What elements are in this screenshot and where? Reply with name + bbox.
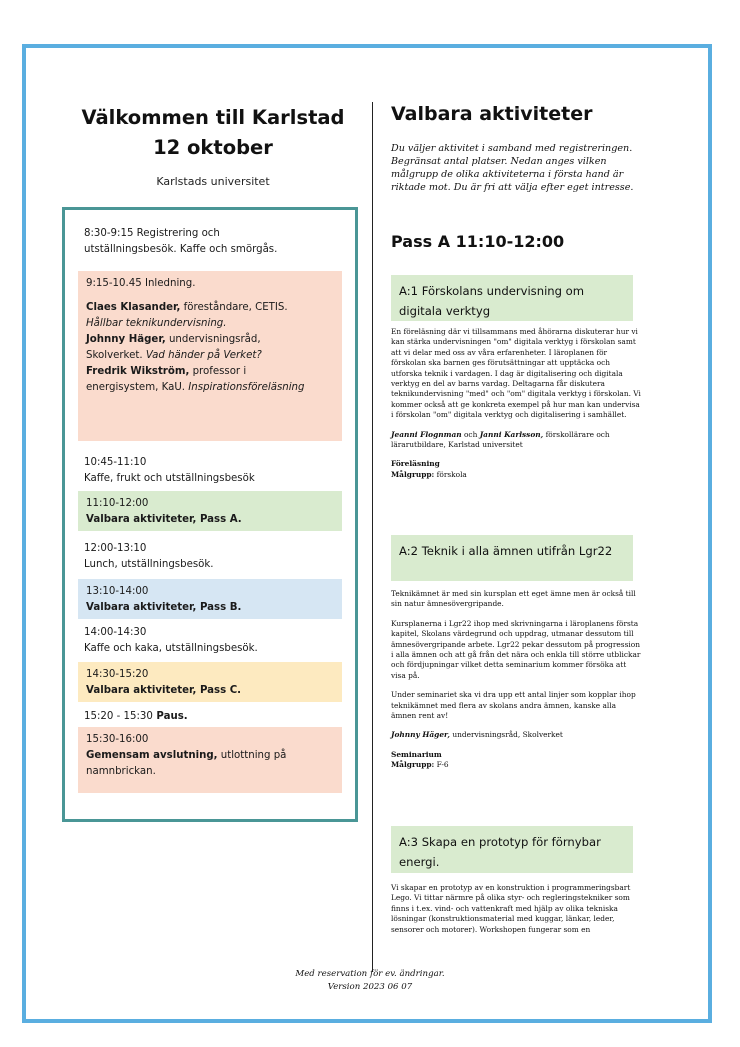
slot-time: 14:00-14:30 xyxy=(84,627,147,638)
column-divider xyxy=(372,102,373,972)
slot-time: 12:00-13:10 xyxy=(84,543,147,554)
talk-1: Hållbar teknikundervisning. xyxy=(86,318,227,329)
schedule-slot-pass-b xyxy=(78,579,342,619)
pass-a-heading: Pass A 11:10-12:00 xyxy=(391,232,565,251)
slot-time: 15:30-16:00 xyxy=(86,734,149,745)
activity-a1-meta: Föreläsning Målgrupp: förskola xyxy=(391,459,467,479)
activity-a2-content xyxy=(391,589,643,780)
title-line-2: 12 oktober xyxy=(153,136,273,159)
schedule-slot-lunch xyxy=(78,541,342,573)
speaker-3: Fredrik Wikström, professor i xyxy=(86,366,247,377)
activity-a3-body: Vi skapar en prototyp av en konstruktion i programmeringsbart Lego. Vi tittar närmre på olika styr- och regleringstekniker som finns i t.ex. vind- och vattenkraft med hjälp av olika tekniska lösningar (konstruktionsmaterial med kuggar, länkar, leder, sensorer och motorer). Workshopen fungerar som en xyxy=(391,883,631,934)
activity-a3-title: A:3 Skapa en prototyp för förnybar energi. xyxy=(391,826,633,873)
activity-a3-content xyxy=(391,883,643,944)
slot-text: Gemensam avslutning, utlottning på xyxy=(86,750,287,761)
schedule-slot-coffee xyxy=(78,455,342,487)
footer-reservation: Med reservation för ev. ändringar. xyxy=(295,969,445,979)
activity-a1-content xyxy=(391,327,643,489)
schedule-slot-registration xyxy=(78,226,342,258)
slot-text: Valbara aktiviteter, Pass A. xyxy=(86,514,242,525)
slot-text: Lunch, utställningsbesök. xyxy=(84,559,214,570)
schedule-slot-afternoon-coffee xyxy=(78,625,342,657)
speaker-2: Johnny Häger, undervisningsråd, xyxy=(86,334,261,345)
slot-text: Kaffe och kaka, utställningsbesök. xyxy=(84,643,258,654)
speaker-1: Claes Klasander, föreståndare, CETIS. xyxy=(86,302,288,313)
slot-time: 11:10-12:00 xyxy=(86,498,149,509)
activity-a1-presenters: Jeanni Flognman och Janni Karlsson, förskollärare och lärarutbildare, Karlstad universitet xyxy=(391,429,610,450)
footer-version: Version 2023 06 07 xyxy=(327,982,413,992)
activity-a1-body: En föreläsning där vi tillsammans med åhörarna diskuterar hur vi kan stärka undervisningen "om" digitala verktyg i förskolan samt att vi delar med oss av våra erfarenheter. I läroplanen för förskolan ska barnen ges förutsättningar att upptäcka och utforska teknik i vardagen. I dag är digitalisering och digitala verktyg en del av barns vardag. Deltagarna får diskutera teknikundervisning "med" och "om" digitala verktyg i förskolan. Vi kommer också att ge konkreta exempel på hur man kan undervisa i förskolan "om" digitala verktyg och digitalisering i samhället. xyxy=(391,327,641,420)
schedule-slot-intro xyxy=(78,271,342,441)
slot-line: 8:30-9:15 Registrering och xyxy=(84,228,220,239)
slot-time: 14:30-15:20 xyxy=(86,669,149,680)
schedule-slot-pass-a xyxy=(78,491,342,531)
slot-text: Valbara aktiviteter, Pass B. xyxy=(86,602,242,613)
slot-time: 13:10-14:00 xyxy=(86,586,149,597)
slot-time: 9:15-10.45 Inledning. xyxy=(86,278,196,289)
venue-subtitle: Karlstads universitet xyxy=(156,175,270,188)
slot-time: 10:45-11:10 xyxy=(84,457,147,468)
footer xyxy=(200,968,540,994)
activity-a2-p1: Teknikämnet är med sin kursplan ett eget ämne men är också till sin natur ämnesövergripande. xyxy=(391,589,636,609)
activities-title: Valbara aktiviteter xyxy=(391,103,593,125)
schedule-slot-pass-c xyxy=(78,662,342,702)
slot-text: namnbrickan. xyxy=(86,766,156,777)
speaker-3-org: energisystem, KaU. Inspirationsföreläsning xyxy=(86,382,305,393)
schedule-slot-break xyxy=(78,709,342,725)
slot-line: 15:20 - 15:30 Paus. xyxy=(84,711,188,722)
schedule-slot-closing xyxy=(78,727,342,793)
activity-a2-title: A:2 Teknik i alla ämnen utifrån Lgr22 xyxy=(391,535,633,581)
slot-text: Valbara aktiviteter, Pass C. xyxy=(86,685,242,696)
speaker-2-org: Skolverket. Vad händer på Verket? xyxy=(86,350,262,361)
activity-a2-meta: Seminarium Målgrupp: F-6 xyxy=(391,749,449,770)
title-line-1: Välkommen till Karlstad xyxy=(81,106,345,129)
activity-a2-presenter: Johnny Häger, undervisningsråd, Skolverket xyxy=(391,730,563,740)
slot-text: Kaffe, frukt och utställningsbesök xyxy=(84,473,255,484)
page-title xyxy=(78,103,348,163)
activity-a2-p2: Kursplanerna i Lgr22 ihop med skrivningarna i läroplanens första kapitel, Skolans värdegrund och uppdrag, utmanar dessutom till ämnesövergripande arbete. Lgr22 pekar dessutom på progression i alla ämnen och att gå från det nära och enkla till större utblickar och fördjupningar vilket detta seminarium kommer försöka att visa på. xyxy=(391,618,641,680)
activities-intro: Du väljer aktivitet i samband med registreringen. Begränsat antal platser. Nedan anges vilken målgrupp de olika aktiviteterna i första hand är riktade mot. Du är fri att välja efter eget intresse. xyxy=(391,143,634,193)
activity-a2-p3: Under seminariet ska vi dra upp ett antal linjer som kopplar ihop teknikämnet med flera av skolans andra ämnen, kanske alla ämnen rent av! xyxy=(391,690,636,721)
activity-a1-title: A:1 Förskolans undervisning om digitala verktyg xyxy=(391,275,633,321)
slot-line: utställningsbesök. Kaffe och smörgås. xyxy=(84,244,278,255)
